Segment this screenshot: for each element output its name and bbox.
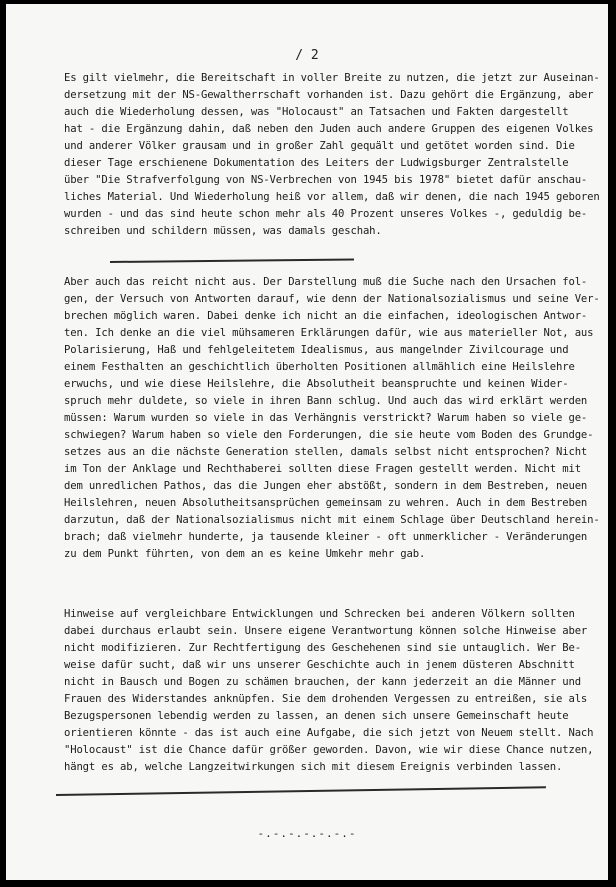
text-line: darzutun, daß der Nationalsozialismus nicht mit einem Schlage über Deutschland herein- (64, 514, 600, 526)
text-line: nicht modifizieren. Zur Rechtfertigung des Geschehenen sind sie untauglich. Wer Be- (64, 642, 581, 654)
text-line: erwuchs, und wie diese Heilslehre, die Absolutheit beanspruchte und keinen Wider- (64, 378, 569, 390)
end-divider: -.-.-.-.-.-.- (257, 827, 357, 840)
text-line: spruch mehr duldete, so viele in ihren Bann schlug. Und auch das wird erklärt werden (64, 395, 588, 407)
text-line: Hinweise auf vergleichbare Entwicklungen und Schrecken bei anderen Völkern sollten (64, 608, 575, 620)
text-line: schwiegen? Warum haben so viele den Forderungen, die sie heute vom Boden des Grundge- (64, 429, 594, 441)
paragraph-1 (64, 70, 600, 240)
paragraph-3 (64, 606, 594, 776)
text-line: brechen möglich waren. Dabei denke ich nicht an die einfachen, ideologischen Antwor- (64, 310, 588, 322)
text-line: und anderer Völker grausam und in großer Zahl gequält und getötet worden sind. Die (64, 140, 575, 152)
text-line: hängt es ab, welche Langzeitwirkungen sich mit diesem Ereignis verbinden lassen. (64, 761, 563, 773)
text-line: dieser Tage erschienene Dokumentation des Leiters der Ludwigsburger Zentralstelle (64, 157, 569, 169)
document-page (6, 4, 608, 880)
text-line: zu dem Punkt führten, von dem an es keine Umkehr mehr gab. (64, 548, 426, 560)
handwritten-underline-2 (56, 786, 546, 795)
text-line: Polarisierung, Haß und fehlgeleitetem Idealismus, aus mangelnder Zivilcourage und (64, 344, 569, 356)
text-line: gen, der Versuch von Antworten darauf, wie denn der Nationalsozialismus und seine Ver- (64, 293, 600, 305)
text-line: im Ton der Anklage und Rechthaberei sollten diese Fragen gestellt werden. Nicht mit (64, 463, 581, 475)
page-number: / 2 (295, 48, 319, 63)
text-line: wurden - und das sind heute schon mehr als 40 Prozent unseres Volkes -, geduldig be- (64, 208, 588, 220)
text-line: dem unredlichen Pathos, das die Jungen eher abstößt, sondern in dem Bestreben, neuen (64, 480, 588, 492)
text-line: hat - die Ergänzung dahin, daß neben den Juden auch andere Gruppen des eigenen Volkes (64, 123, 594, 135)
text-line: dersetzung mit der NS-Gewaltherrschaft vorhanden ist. Dazu gehört die Ergänzung, aber (64, 89, 594, 101)
text-line: Es gilt vielmehr, die Bereitschaft in voller Breite zu nutzen, die jetzt zur Auseinan- (64, 72, 600, 84)
text-line: brach; daß vielmehr hunderte, ja tausende kleiner - oft unmerklicher - Veränderungen (64, 531, 588, 543)
text-line: einem Festhalten an geschichtlich überholten Positionen allmählich eine Heilslehre (64, 361, 575, 373)
text-line: dabei durchaus erlaubt sein. Unsere eigene Verantwortung können solche Hinweise aber (64, 625, 588, 637)
text-line: ten. Ich denke an die viel mühsameren Erklärungen dafür, wie aus materieller Not, aus (64, 327, 594, 339)
text-line: orientieren könnte - das ist auch eine Aufgabe, die sich jetzt von Neuem stellt. Nach (64, 727, 594, 739)
text-line: nicht in Bausch und Bogen zu schämen brauchen, der kann jederzeit an die Männer und (64, 676, 581, 688)
text-line: Aber auch das reicht nicht aus. Der Darstellung muß die Suche nach den Ursachen fol- (64, 276, 588, 288)
text-line: Frauen des Widerstandes anknüpfen. Sie dem drohenden Vergessen zu entreißen, sie als (64, 693, 588, 705)
text-line: weise dafür sucht, daß wir uns unserer Geschichte auch in jenem düsteren Abschnitt (64, 659, 575, 671)
text-line: Bezugspersonen lebendig werden zu lassen, an denen sich unsere Gemeinschaft heute (64, 710, 569, 722)
text-line: liches Material. Und Wiederholung heiß vor allem, daß wir denen, die nach 1945 geboren (64, 191, 600, 203)
text-line: setzes aus an die nächste Generation stellen, damals selbst nicht entsprochen? Nicht (64, 446, 588, 458)
text-line: Heilslehren, neuen Absolutheitsansprüchen gemeinsam zu wehren. Auch in dem Bestreben (64, 497, 588, 509)
handwritten-underline-1 (110, 258, 354, 262)
text-line: müssen: Warum wurden so viele in das Verhängnis verstrickt? Warum haben so viele ge- (64, 412, 588, 424)
text-line: schreiben und schildern müssen, was damals geschah. (64, 225, 382, 237)
text-line: über "Die Strafverfolgung von NS-Verbrechen von 1945 bis 1978" bietet dafür anschau- (64, 174, 588, 186)
text-line: "Holocaust" ist die Chance dafür größer geworden. Davon, wie wir diese Chance nutzen, (64, 744, 594, 756)
text-line: auch die Wiederholung dessen, was "Holocaust" an Tatsachen und Fakten dargestellt (64, 106, 569, 118)
paragraph-2 (64, 274, 600, 563)
